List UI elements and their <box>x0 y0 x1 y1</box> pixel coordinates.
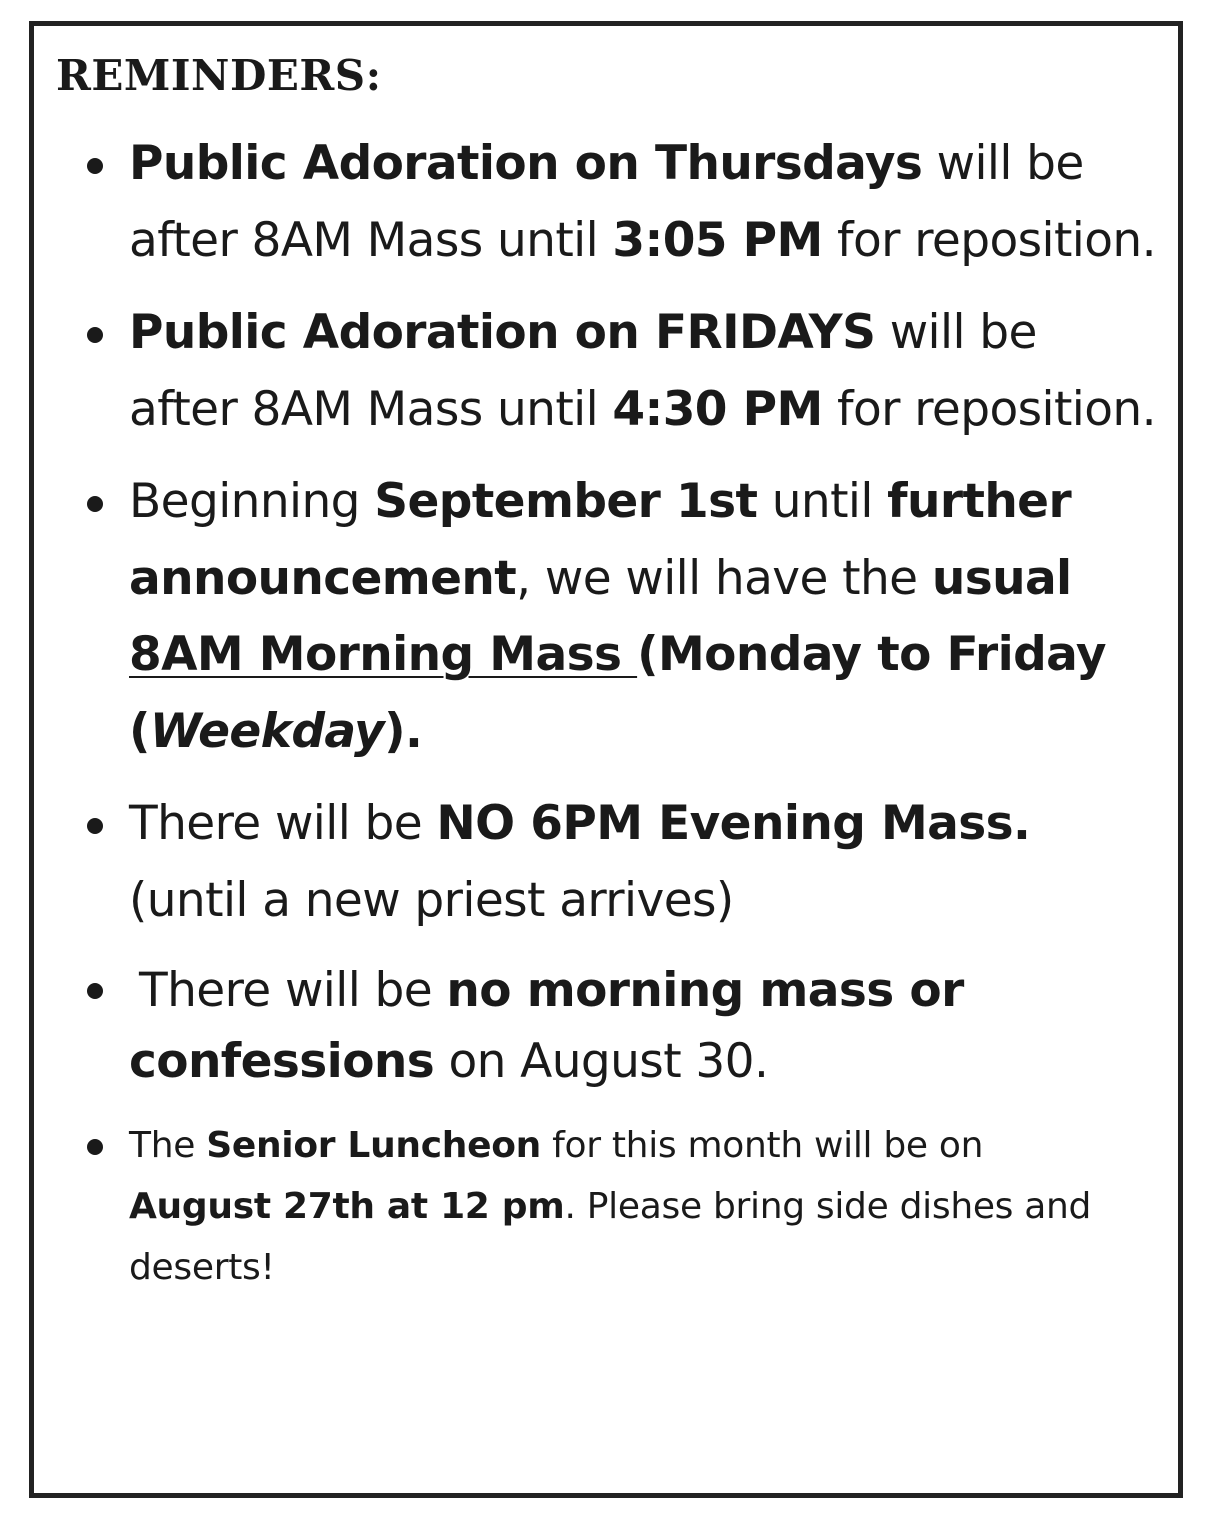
item-bold-text: further announcement <box>129 474 1072 606</box>
item-bold-text: NO 6PM Evening Mass. <box>436 796 1031 851</box>
bullet-icon <box>87 496 103 512</box>
item-italic-text: Weekday <box>149 703 385 759</box>
item-bold-text: (Monday to Friday ( <box>129 627 1106 759</box>
item-bold-text: August 27th at 12 pm <box>129 1186 565 1227</box>
item-bold-text: no morning mass or confessions <box>129 963 964 1089</box>
item-text: will be after 8AM Mass until <box>129 305 1037 437</box>
reminders-heading: REMINDERS: <box>56 51 382 100</box>
item-text: for reposition. <box>822 212 1156 268</box>
item-text: (until a new priest arrives) <box>129 872 734 928</box>
item-underlined-text: 8AM Morning Mass <box>129 627 638 682</box>
item-bold-text: 3:05 PM <box>612 212 823 268</box>
bullet-icon <box>87 158 103 174</box>
list-item <box>129 464 1159 770</box>
list-item <box>129 786 1159 939</box>
item-bold-text: September 1st <box>374 474 758 529</box>
bullet-icon <box>87 327 103 343</box>
list-item <box>129 1115 1159 1298</box>
item-text: for reposition. <box>822 381 1156 437</box>
item-text: , we will have the <box>516 550 932 606</box>
bullet-icon <box>87 818 103 834</box>
item-text: The <box>129 1125 207 1166</box>
list-item <box>129 126 1159 279</box>
bullet-icon <box>87 1139 103 1155</box>
item-text: Beginning <box>129 474 375 529</box>
bullet-icon <box>87 983 103 999</box>
list-item <box>129 955 1159 1097</box>
reminders-box <box>29 21 1183 1498</box>
item-bold-text: ). <box>384 703 423 759</box>
list-item <box>129 295 1159 448</box>
item-bold-text: Public Adoration on Thursdays <box>129 136 923 191</box>
item-text: There will be <box>139 963 447 1018</box>
item-text: until <box>757 474 888 529</box>
item-text: There will be <box>129 796 437 851</box>
item-bold-text: Senior Luncheon <box>206 1125 541 1166</box>
item-text: for this month will be on <box>540 1125 984 1166</box>
item-text: . Please bring side dishes and deserts! <box>129 1186 1092 1288</box>
item-bold-text: 4:30 PM <box>612 381 823 437</box>
item-bold-text: usual <box>931 550 1072 606</box>
item-text: will be after 8AM Mass until <box>129 136 1084 268</box>
item-bold-text: Public Adoration on FRIDAYS <box>129 305 876 360</box>
item-text: on August 30. <box>434 1034 769 1089</box>
reminders-list <box>129 126 1159 1298</box>
